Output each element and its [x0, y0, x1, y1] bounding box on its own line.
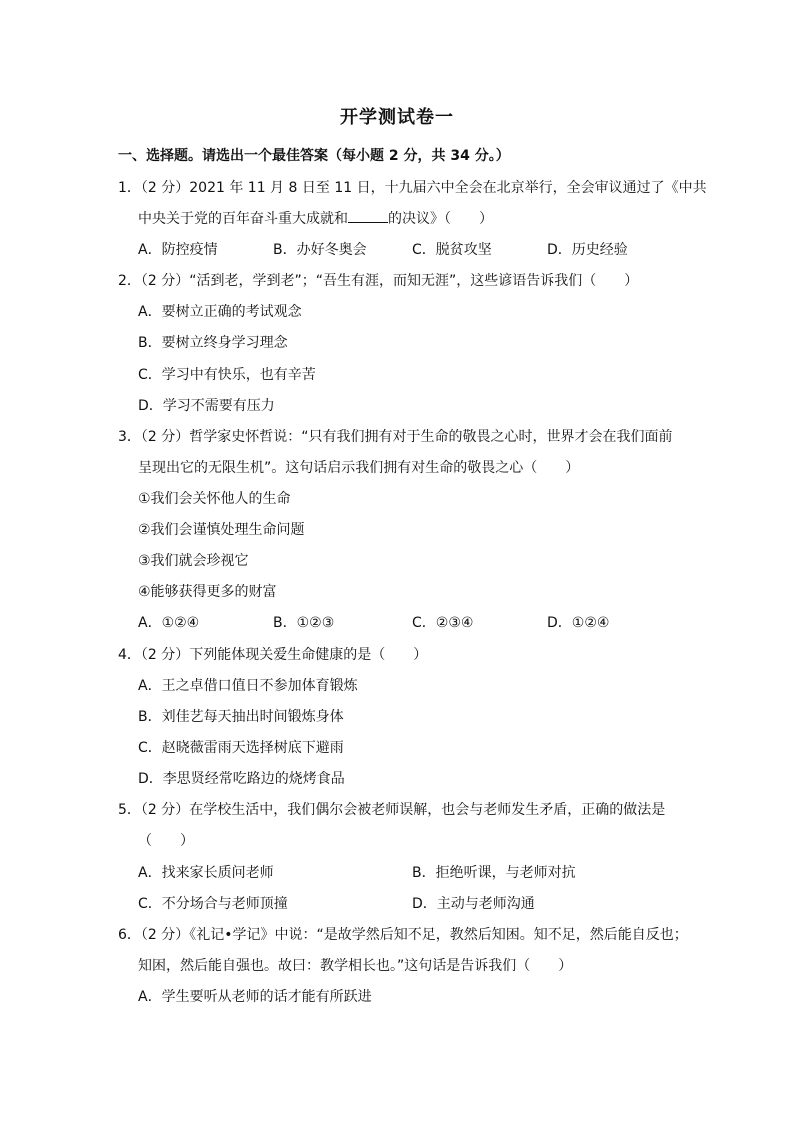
question-6-stem-line-2: 知困，然后能自强也。故曰：教学相长也。”这句话是告诉我们（ ）: [138, 958, 573, 974]
question-5-option-d: D．主动与老师沟通: [412, 896, 535, 912]
question-3-stem-line-2: 呈现出它的无限生机”。这句话启示我们拥有对生命的敬畏之心（ ）: [138, 460, 580, 476]
question-1-option-d: D．历史经验: [547, 242, 628, 258]
question-3-option-c: C．②③④: [412, 615, 474, 631]
question-3-stem-line-1: 3．（2 分）哲学家史怀哲说：“只有我们拥有对于生命的敬畏之心时，世界才会在我们面前: [118, 429, 673, 445]
question-1-stem-line-1: 1．（2 分）2021 年 11 月 8 日至 11 日，十九届六中全会在北京举行，全会审议通过了《中共: [118, 180, 707, 196]
question-1-option-b: B．办好冬奥会: [273, 242, 367, 258]
question-6-option-a: A．学生要听从老师的话才能有所跃进: [138, 989, 372, 1005]
question-1-option-c: C．脱贫攻坚: [412, 242, 492, 258]
question-3-statement-4: ④能够获得更多的财富: [138, 584, 277, 600]
question-2-stem: 2．（2 分）“活到老，学到老”；“吾生有涯，而知无涯”，这些谚语告诉我们（ ）: [118, 273, 639, 289]
question-4-option-d: D．李思贤经常吃路边的烧烤食品: [138, 771, 345, 787]
question-3-option-d: D．①②④: [547, 615, 610, 631]
question-5-option-a: A．找来家长质问老师: [138, 865, 274, 881]
question-4-option-c: C．赵晓薇雷雨天选择树底下避雨: [138, 740, 344, 756]
question-3-statement-3: ③我们就会珍视它: [138, 553, 249, 569]
question-3-statement-2: ②我们会谨慎处理生命问题: [138, 522, 305, 538]
question-3-option-a: A．①②④: [138, 615, 200, 631]
question-4-stem: 4．（2 分）下列能体现关爱生命健康的是（ ）: [118, 647, 428, 663]
question-4-option-a: A．王之卓借口值日不参加体育锻炼: [138, 678, 358, 694]
question-6-stem-line-1: 6．（2 分）《礼记•学记》中说：“是故学然后知不足，教然后知困。知不足，然后能自反也；: [118, 927, 688, 943]
section-heading: 一、选择题。请选出一个最佳答案（每小题 2 分，共 34 分。）: [118, 148, 510, 164]
question-1-stem-line-2: 中央关于党的百年奋斗重大成就和 的决议》（ ）: [138, 211, 493, 227]
question-2-option-d: D．学习不需要有压力: [138, 398, 275, 414]
question-3-option-b: B．①②③: [273, 615, 335, 631]
question-5-stem-line-2: （ ）: [138, 833, 194, 849]
question-2-option-c: C．学习中有快乐，也有辛苦: [138, 367, 316, 383]
question-4-option-b: B．刘佳艺每天抽出时间锻炼身体: [138, 709, 344, 725]
question-1-option-a: A．防控疫情: [138, 242, 218, 258]
question-2-option-a: A．要树立正确的考试观念: [138, 304, 302, 320]
question-5-option-b: B．拒绝听课，与老师对抗: [412, 865, 576, 881]
question-5-stem-line-1: 5．（2 分）在学校生活中，我们偶尔会被老师误解，也会与老师发生矛盾，正确的做法是: [118, 802, 666, 818]
answer-blank: [348, 210, 388, 223]
question-2-option-b: B．要树立终身学习理念: [138, 335, 288, 351]
question-5-option-c: C．不分场合与老师顶撞: [138, 896, 288, 912]
question-3-statement-1: ①我们会关怀他人的生命: [138, 491, 291, 507]
page-title: 开学测试卷一: [340, 107, 454, 128]
